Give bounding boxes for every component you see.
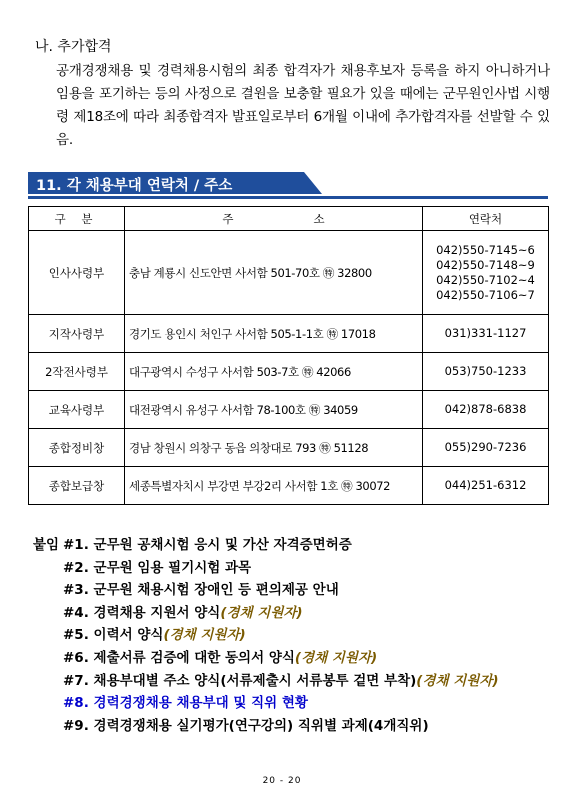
- row-phone: [423, 231, 549, 315]
- attachment-text: 경력채용 지원서 양식: [93, 604, 221, 621]
- table-row: [29, 429, 549, 467]
- header-dept: 구 분: [29, 207, 125, 231]
- row-addr: 대전광역시 유성구 사서함 78-100호 ㊕ 34059: [125, 391, 423, 429]
- row-dept: 인사사령부: [29, 231, 125, 315]
- attachment-item: [33, 602, 499, 625]
- attachment-text: 제출서류 검증에 대한 동의서 양식: [93, 649, 295, 666]
- row-dept: 종합정비창: [29, 429, 125, 467]
- attachment-text: 경력경쟁채용 실기평가(연구강의) 직위별 과제(4개직위): [93, 717, 429, 734]
- table-row: [29, 353, 549, 391]
- row-phone: 055)290-7236: [423, 429, 549, 467]
- row-phone: 031)331-1127: [423, 315, 549, 353]
- attachment-item: [33, 647, 499, 670]
- row-phone: 053)750-1233: [423, 353, 549, 391]
- attachment-num: #2.: [63, 559, 89, 576]
- phone-line: 042)550-7145~6: [436, 242, 535, 257]
- table-row: [29, 391, 549, 429]
- row-phone: 042)878-6838: [423, 391, 549, 429]
- row-addr: 세종특별자치시 부강면 부강2리 사서함 1호 ㊕ 30072: [125, 467, 423, 505]
- row-phone: 044)251-6312: [423, 467, 549, 505]
- attachment-target-note: (경채 지원자): [163, 627, 246, 644]
- table-row: [29, 467, 549, 505]
- attachment-text: 군무원 채용시험 장애인 등 편의제공 안내: [93, 582, 339, 599]
- phone-line: 042)550-7148~9: [436, 257, 535, 272]
- attachment-item: [33, 624, 499, 647]
- row-dept: 교육사령부: [29, 391, 125, 429]
- phone-line: 042)550-7102~4: [436, 272, 535, 287]
- row-addr: 경기도 용인시 처인구 사서함 505-1-1호 ㊕ 17018: [125, 315, 423, 353]
- attachment-target-note: (경채 지원자): [294, 649, 378, 666]
- header-addr: 주 소: [125, 207, 423, 231]
- table-header-row: [29, 207, 549, 231]
- attachment-num: #5.: [63, 627, 89, 644]
- contacts-table: [28, 206, 549, 505]
- section-na-title: 나. 추가합격: [35, 39, 112, 55]
- attachments-lead: 붙임: [33, 537, 60, 553]
- attachment-num: #8.: [63, 695, 89, 712]
- attachment-item: [33, 534, 499, 557]
- attachment-text: 군무원 임용 필기시험 과목: [93, 559, 252, 576]
- section-na-paragraph: 공개경쟁채용 및 경력채용시험의 최종 합격자가 채용후보자 등록을 하지 아니하거나 임용을 포기하는 등의 사정으로 결원을 보충할 필요가 있을 때에는 군무원인사법 시행령 제18조에 따라 최종합격자 발표일로부터 6개월 이내에 추가합격자를 선발할 수 있음.: [56, 63, 550, 148]
- table-row: [29, 315, 549, 353]
- page-number: 20 - 20: [262, 776, 302, 786]
- row-addr: 충남 계룡시 신도안면 사서함 501-70호 ㊕ 32800: [125, 231, 423, 315]
- attachment-item-highlighted: [33, 692, 499, 715]
- attachment-item: [33, 579, 499, 602]
- header-phone: 연락처: [423, 207, 549, 231]
- attachments-list: [33, 534, 499, 737]
- table-row: [29, 231, 549, 315]
- section-11-banner: [28, 172, 548, 200]
- attachment-num: #7.: [63, 672, 89, 689]
- attachment-num: #4.: [63, 604, 89, 621]
- attachment-num: #3.: [63, 582, 89, 599]
- attachment-text: 경력경쟁채용 채용부대 및 직위 현황: [93, 695, 308, 712]
- attachment-num: #9.: [63, 717, 89, 734]
- row-dept: 2작전사령부: [29, 353, 125, 391]
- attachment-item: [33, 557, 499, 580]
- attachment-text: 이력서 양식: [93, 627, 164, 644]
- attachment-item: [33, 670, 499, 693]
- row-addr: 대구광역시 수성구 사서함 503-7호 ㊕ 42066: [125, 353, 423, 391]
- attachment-text: 군무원 공채시험 응시 및 가산 자격증면허증: [93, 537, 352, 553]
- row-dept: 종합보급창: [29, 467, 125, 505]
- attachment-num: #1.: [63, 537, 89, 553]
- attachment-item: [33, 715, 499, 738]
- row-addr: 경남 창원시 의창구 동읍 의창대로 793 ㊕ 51128: [125, 429, 423, 467]
- phone-line: 042)550-7106~7: [436, 287, 535, 302]
- attachment-target-note: (경채 지원자): [220, 604, 303, 621]
- row-dept: 지작사령부: [29, 315, 125, 353]
- attachment-num: #6.: [63, 649, 89, 666]
- section-11-title: 11. 각 채용부대 연락처 / 주소: [36, 178, 233, 194]
- attachment-target-note: (경채 지원자): [416, 672, 499, 689]
- attachment-text: 채용부대별 주소 양식(서류제출시 서류봉투 겉면 부착): [93, 672, 417, 689]
